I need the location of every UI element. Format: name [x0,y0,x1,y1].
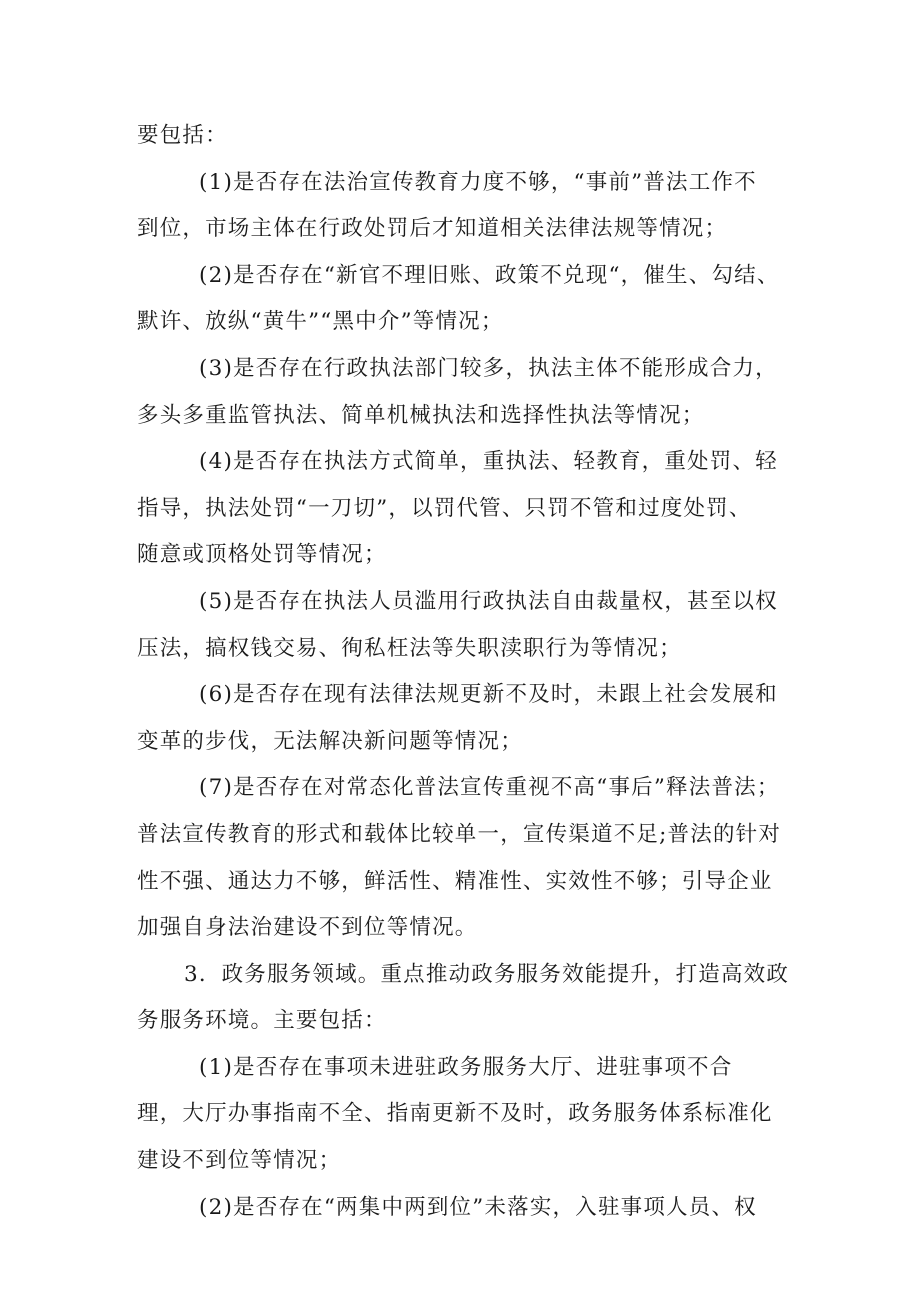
text-line: 指导，执法处罚“一刀切”，以罚代管、只罚不管和过度处罚、 [137,495,752,521]
text-line: 多头多重监管执法、简单机械执法和选择性执法等情况； [137,402,705,428]
text-line: (6)是否存在现有法律法规更新不及时，未跟上社会发展和 [199,682,778,708]
text-line: 加强自身法治建设不到位等情况。 [137,915,478,941]
text-line: (2)是否存在“新官不理旧账、政策不兑现“，催生、勾结、 [199,262,780,288]
text-line: 压法，搞权钱交易、徇私枉法等失职渎职行为等情况； [137,635,682,661]
text-line: 理，大厅办事指南不全、指南更新不及时，政务服务体系标准化 [137,1101,773,1127]
text-line: (2)是否存在“两集中两到位”未落实，入驻事项人员、权 [199,1194,757,1220]
text-line: (4)是否存在执法方式简单，重执法、轻教育，重处罚、轻 [199,449,778,475]
text-line: 到位，市场主体在行政处罚后才知道相关法律法规等情况； [137,216,728,242]
text-line: 随意或顶格处罚等情况； [137,542,387,568]
text-line: 建设不到位等情况； [137,1148,342,1174]
text-line: 变革的步伐，无法解决新问题等情况； [137,728,523,754]
text-line: 默许、放纵“黄牛”“黑中介”等情况； [137,309,504,335]
text-line: 务服务环境。主要包括： [137,1008,387,1034]
document-body [137,113,797,1231]
section-heading: 3．政务服务领域。重点推动政务服务效能提升，打造高效政 [184,961,790,987]
text-line: (1)是否存在事项未进驻政务服务大厅、进驻事项不合 [199,1054,733,1080]
text-line: 性不强、通达力不够，鲜活性、精准性、实效性不够；引导企业 [137,868,773,894]
text-line: (7)是否存在对常态化普法宣传重视不高“事后”释法普法； [199,775,780,801]
text-line: 要包括： [137,123,228,148]
text-line: (1)是否存在法治宣传教育力度不够，“事前”普法工作不 [199,169,757,195]
text-line: (3)是否存在行政执法部门较多，执法主体不能形成合力， [199,355,778,381]
text-line: 普法宣传教育的形式和载体比较单一，宣传渠道不足;普法的针对 [137,821,782,847]
text-line: (5)是否存在执法人员滥用行政执法自由裁量权，甚至以权 [199,588,778,614]
